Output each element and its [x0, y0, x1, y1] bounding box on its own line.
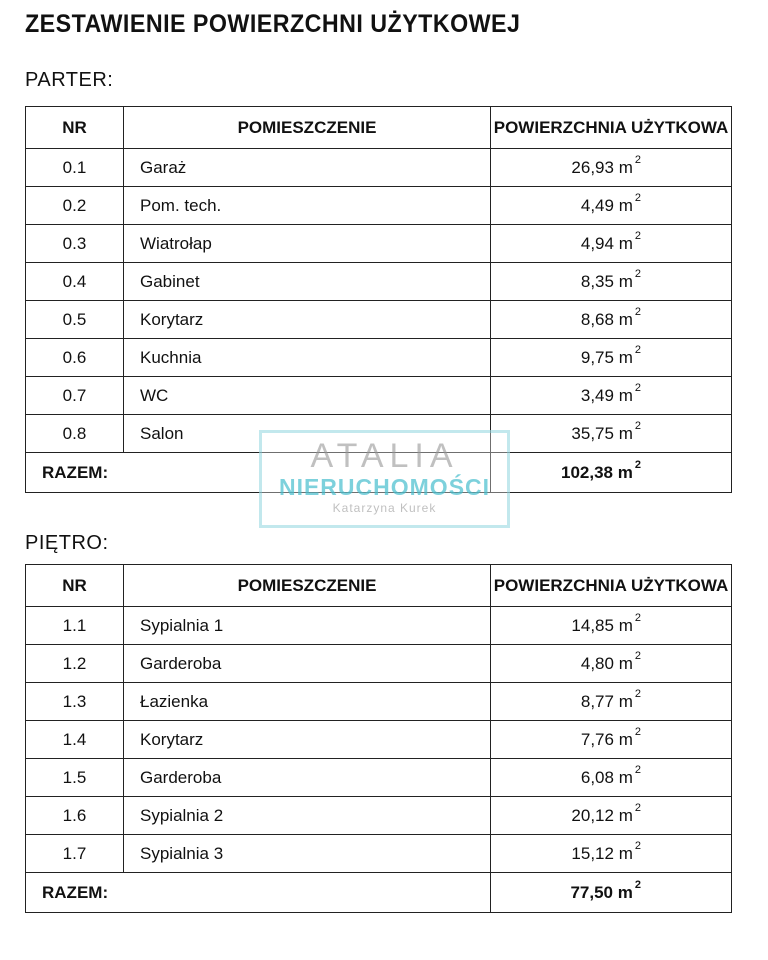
table-row	[26, 683, 732, 721]
unit-exponent: 2	[634, 229, 641, 242]
unit-label: m	[618, 615, 633, 635]
cell-area	[491, 683, 732, 721]
cell-area	[491, 301, 732, 339]
section-label-pietro: PIĘTRO:	[25, 532, 109, 554]
unit-exponent: 2	[634, 649, 641, 662]
cell-area	[491, 797, 732, 835]
unit-label: m	[618, 157, 633, 177]
cell-room: Garaż	[124, 149, 491, 187]
area-value: 77,50	[570, 882, 614, 902]
area-value: 8,35	[580, 271, 614, 291]
watermark-line-1: ATALIA	[310, 437, 459, 475]
table-header-row	[26, 107, 732, 149]
cell-area	[491, 187, 732, 225]
area-value: 6,08	[580, 767, 614, 787]
total-label: RAZEM:	[26, 453, 124, 493]
cell-room: Kuchnia	[124, 339, 491, 377]
unit-exponent: 2	[634, 801, 641, 814]
cell-area	[491, 835, 732, 873]
cell-area	[491, 263, 732, 301]
page-title: ZESTAWIENIE POWIERZCHNI UŻYTKOWEJ	[25, 10, 521, 38]
cell-room: Gabinet	[124, 263, 491, 301]
total-label: RAZEM:	[26, 873, 124, 913]
cell-nr: 1.2	[26, 645, 124, 683]
area-value: 9,75	[580, 347, 614, 367]
area-value: 15,12	[571, 843, 614, 863]
header-room: POMIESZCZENIE	[124, 565, 491, 607]
cell-area	[491, 377, 732, 415]
unit-exponent: 2	[634, 419, 641, 432]
cell-nr: 0.4	[26, 263, 124, 301]
cell-nr: 0.7	[26, 377, 124, 415]
unit-label: m	[618, 729, 633, 749]
header-nr: NR	[26, 107, 124, 149]
unit-label: m	[618, 385, 633, 405]
table-body-pietro	[26, 607, 732, 913]
unit-label: m	[618, 653, 633, 673]
cell-area	[491, 339, 732, 377]
cell-room: Sypialnia 2	[124, 797, 491, 835]
unit-exponent: 2	[634, 153, 641, 166]
table-pietro	[25, 564, 732, 913]
watermark-line-3: Katarzyna Kurek	[332, 501, 437, 515]
unit-label: m	[617, 462, 633, 482]
unit-label: m	[618, 347, 633, 367]
area-value: 4,49	[580, 195, 614, 215]
header-area: POWIERZCHNIA UŻYTKOWA	[491, 565, 732, 607]
area-value: 3,49	[580, 385, 614, 405]
unit-exponent: 2	[634, 343, 641, 356]
unit-exponent: 2	[634, 839, 641, 852]
cell-nr: 0.2	[26, 187, 124, 225]
cell-room: Sypialnia 3	[124, 835, 491, 873]
total-value	[491, 453, 732, 493]
cell-area	[491, 721, 732, 759]
cell-nr: 0.1	[26, 149, 124, 187]
unit-label: m	[618, 271, 633, 291]
area-value: 7,76	[580, 729, 614, 749]
cell-nr: 1.7	[26, 835, 124, 873]
table-row	[26, 263, 732, 301]
unit-label: m	[618, 233, 633, 253]
table-row	[26, 797, 732, 835]
unit-exponent: 2	[634, 458, 641, 471]
cell-area	[491, 759, 732, 797]
unit-label: m	[618, 195, 633, 215]
area-value: 8,68	[580, 309, 614, 329]
total-spacer	[124, 453, 491, 493]
table-body-parter	[26, 149, 732, 493]
table-row	[26, 721, 732, 759]
cell-room: Garderoba	[124, 645, 491, 683]
unit-exponent: 2	[634, 381, 641, 394]
area-value: 4,94	[580, 233, 614, 253]
unit-label: m	[618, 309, 633, 329]
table-row	[26, 301, 732, 339]
cell-nr: 1.5	[26, 759, 124, 797]
table-row	[26, 377, 732, 415]
unit-label: m	[618, 691, 633, 711]
total-spacer	[124, 873, 491, 913]
total-row	[26, 873, 732, 913]
table-parter	[25, 106, 732, 493]
unit-label: m	[617, 882, 633, 902]
area-value: 14,85	[571, 615, 614, 635]
cell-area	[491, 225, 732, 263]
unit-exponent: 2	[634, 267, 641, 280]
unit-exponent: 2	[634, 725, 641, 738]
cell-room: Wiatrołap	[124, 225, 491, 263]
unit-exponent: 2	[634, 191, 641, 204]
unit-exponent: 2	[634, 763, 641, 776]
area-value: 26,93	[571, 157, 614, 177]
area-value: 20,12	[571, 805, 614, 825]
total-value	[491, 873, 732, 913]
cell-room: Łazienka	[124, 683, 491, 721]
cell-nr: 0.3	[26, 225, 124, 263]
cell-nr: 0.8	[26, 415, 124, 453]
table-row	[26, 645, 732, 683]
section-label-parter: PARTER:	[25, 69, 114, 91]
cell-nr: 0.5	[26, 301, 124, 339]
cell-area	[491, 149, 732, 187]
cell-area	[491, 415, 732, 453]
area-value: 8,77	[580, 691, 614, 711]
table-header-row	[26, 565, 732, 607]
unit-exponent: 2	[634, 878, 641, 891]
unit-exponent: 2	[634, 305, 641, 318]
cell-nr: 1.1	[26, 607, 124, 645]
cell-room: Korytarz	[124, 301, 491, 339]
area-value: 102,38	[561, 462, 614, 482]
cell-room: Salon	[124, 415, 491, 453]
header-nr: NR	[26, 565, 124, 607]
unit-label: m	[618, 423, 633, 443]
unit-exponent: 2	[634, 687, 641, 700]
cell-area	[491, 607, 732, 645]
cell-room: Sypialnia 1	[124, 607, 491, 645]
area-value: 35,75	[571, 423, 614, 443]
cell-nr: 0.6	[26, 339, 124, 377]
cell-room: Garderoba	[124, 759, 491, 797]
unit-exponent: 2	[634, 611, 641, 624]
unit-label: m	[618, 767, 633, 787]
unit-label: m	[618, 843, 633, 863]
watermark-line-2: NIERUCHOMOŚCI	[278, 474, 491, 500]
table-row	[26, 187, 732, 225]
table-row	[26, 835, 732, 873]
table-row	[26, 607, 732, 645]
cell-nr: 1.4	[26, 721, 124, 759]
cell-room: WC	[124, 377, 491, 415]
table-row	[26, 759, 732, 797]
header-room: POMIESZCZENIE	[124, 107, 491, 149]
cell-room: Pom. tech.	[124, 187, 491, 225]
unit-label: m	[618, 805, 633, 825]
area-value: 4,80	[580, 653, 614, 673]
table-row	[26, 149, 732, 187]
table-row	[26, 339, 732, 377]
header-area: POWIERZCHNIA UŻYTKOWA	[491, 107, 732, 149]
cell-nr: 1.3	[26, 683, 124, 721]
table-row	[26, 415, 732, 453]
table-row	[26, 225, 732, 263]
cell-room: Korytarz	[124, 721, 491, 759]
total-row	[26, 453, 732, 493]
cell-nr: 1.6	[26, 797, 124, 835]
cell-area	[491, 645, 732, 683]
